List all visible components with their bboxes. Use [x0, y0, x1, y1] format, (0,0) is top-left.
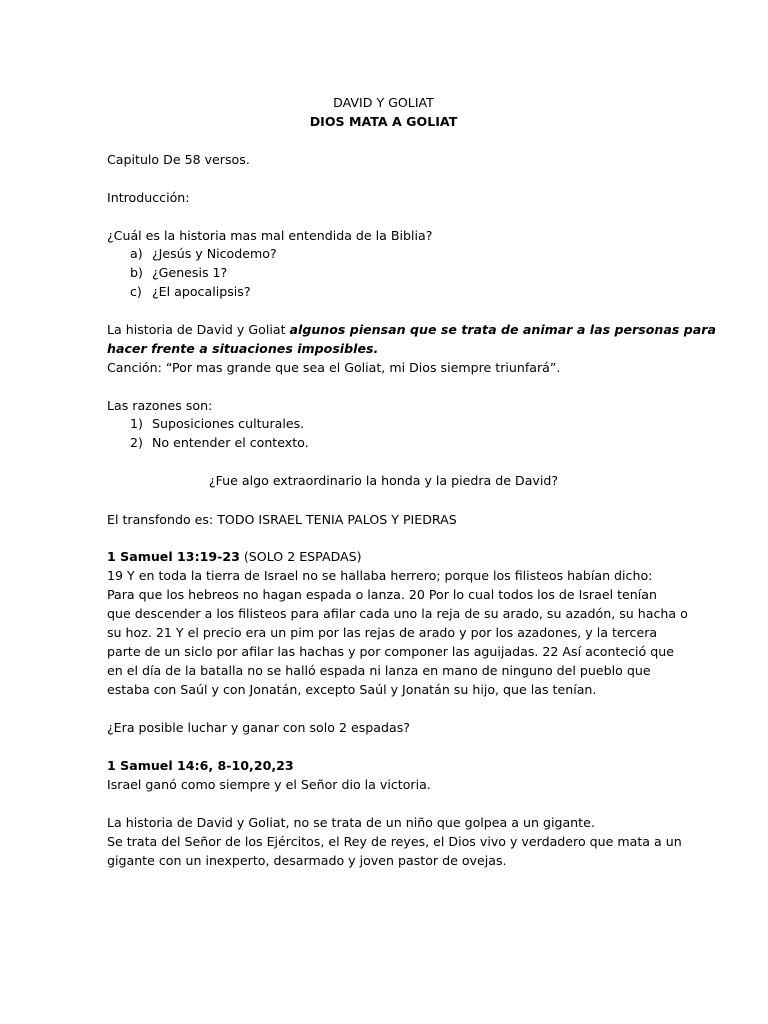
- reference-2: 1 Samuel 14:6, 8-10,20,23: [107, 758, 294, 773]
- reference-1-note: (SOLO 2 ESPADAS): [239, 549, 362, 564]
- paragraph-emphasis-cont: hacer frente a situaciones imposibles.: [107, 341, 379, 356]
- list-item: ¿Jesús y Nicodemo?: [152, 246, 277, 261]
- list-marker: c): [130, 284, 142, 299]
- passage-line: 19 Y en toda la tierra de Israel no se hallaba herrero; porque los filisteos habían dicho:: [107, 568, 653, 583]
- reference-2-text: Israel ganó como siempre y el Señor dio la victoria.: [107, 777, 431, 792]
- doc-title: DAVID Y GOLIAT: [333, 95, 434, 110]
- question-1: ¿Cuál es la historia mas mal entendida de la Biblia?: [107, 228, 433, 243]
- passage-line: estaba con Saúl y con Jonatán, excepto Saúl y Jonatán su hijo, que las tenían.: [107, 682, 597, 697]
- passage-line: su hoz. 21 Y el precio era un pim por las rejas de arado y por los azadones, y la tercera: [107, 625, 658, 640]
- list-marker: a): [130, 246, 143, 261]
- reasons-label: Las razones son:: [107, 398, 213, 413]
- list-item: No entender el contexto.: [152, 435, 309, 450]
- paragraph-intro: [107, 320, 716, 339]
- passage-line: parte de un siclo por afilar las hachas y por componer las aguijadas. 22 Así aconteció que: [107, 644, 674, 659]
- closing-line-1: La historia de David y Goliat, no se trata de un niño que golpea a un gigante.: [107, 815, 595, 830]
- list-marker: 2): [130, 435, 143, 450]
- passage-line: que descender a los filisteos para afilar cada uno la reja de su arado, su azadón, su hacha o: [107, 606, 688, 621]
- paragraph-emphasis: algunos piensan que se trata de animar a las personas para: [289, 322, 716, 337]
- list-marker: b): [130, 265, 143, 280]
- intro-label: Introducción:: [107, 190, 190, 205]
- reference-1-verse: 1 Samuel 13:19-23: [107, 549, 240, 564]
- closing-line-3: gigante con un inexperto, desarmado y joven pastor de ovejas.: [107, 853, 507, 868]
- passage-line: Para que los hebreos no hagan espada o lanza. 20 Por lo cual todos los de Israel tenían: [107, 587, 657, 602]
- list-item: Suposiciones culturales.: [152, 416, 305, 431]
- doc-subtitle: DIOS MATA A GOLIAT: [309, 114, 458, 129]
- paragraph-plain: La historia de David y Goliat: [107, 322, 290, 337]
- passage-line: en el día de la batalla no se halló espada ni lanza en mano de ninguno del pueblo que: [107, 663, 651, 678]
- chapter-line: Capitulo De 58 versos.: [107, 152, 250, 167]
- question-3: ¿Era posible luchar y ganar con solo 2 espadas?: [107, 720, 410, 735]
- list-item: ¿El apocalipsis?: [152, 284, 251, 299]
- song-line: Canción: “Por mas grande que sea el Goliat, mi Dios siempre triunfará”.: [107, 360, 561, 375]
- closing-line-2: Se trata del Señor de los Ejércitos, el Rey de reyes, el Dios vivo y verdadero que mata a un: [107, 834, 682, 849]
- background-line: El transfondo es: TODO ISRAEL TENIA PALOS Y PIEDRAS: [107, 512, 457, 527]
- question-2: ¿Fue algo extraordinario la honda y la piedra de David?: [208, 473, 559, 488]
- list-item: ¿Genesis 1?: [152, 265, 228, 280]
- list-marker: 1): [130, 416, 143, 431]
- reference-1: [107, 547, 660, 566]
